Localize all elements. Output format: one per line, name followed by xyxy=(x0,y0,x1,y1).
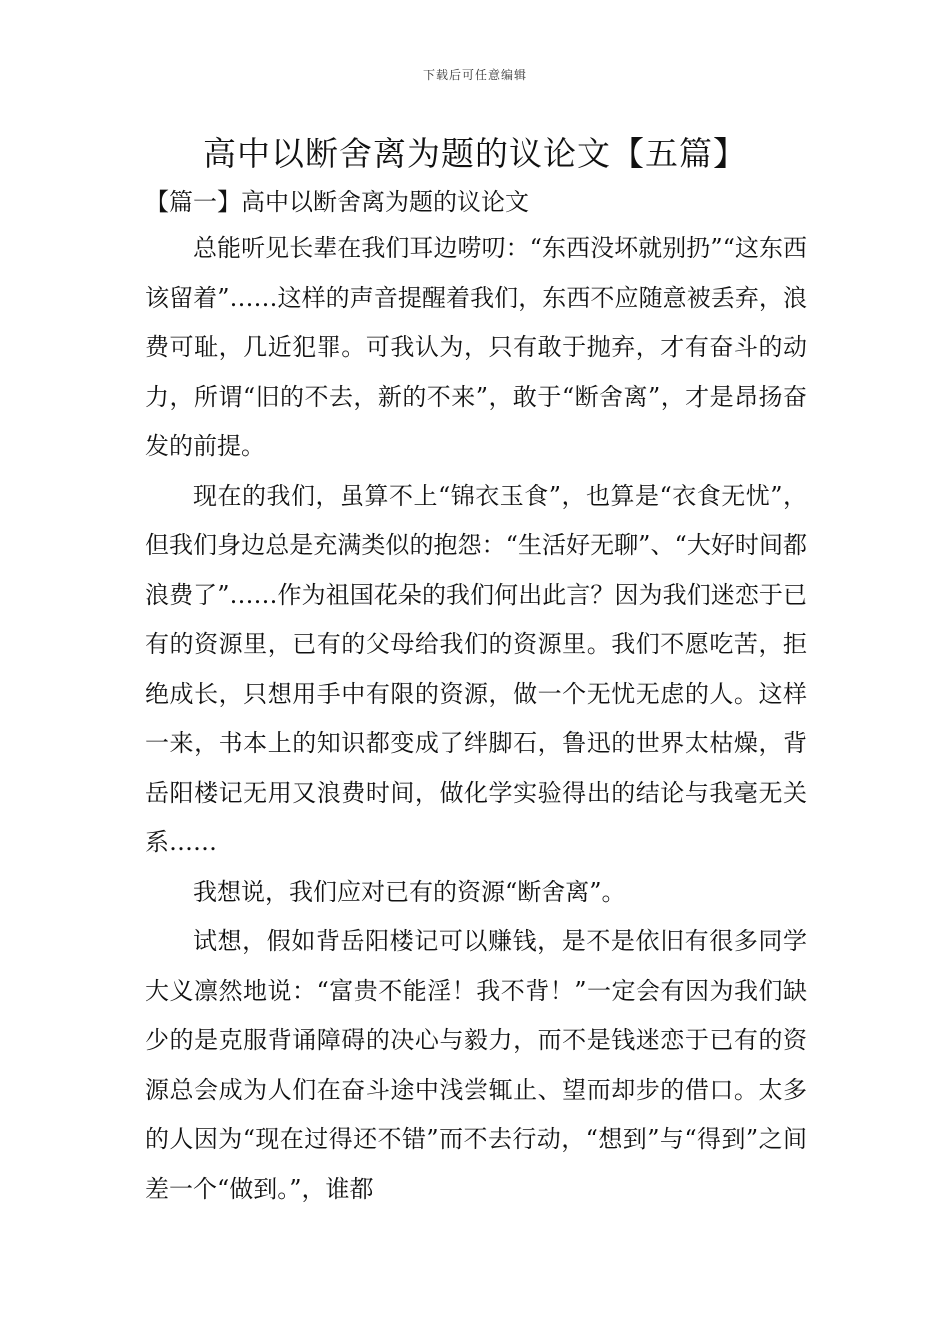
document-title: 高中以断舍离为题的议论文【五篇】 xyxy=(203,134,747,173)
body-text xyxy=(145,224,807,1214)
paragraph: 试想，假如背岳阳楼记可以赚钱，是不是依旧有很多同学大义凛然地说：“富贵不能淫！我不背！”一定会有因为我们缺少的是克服背诵障碍的决心与毅力，而不是钱迷恋于已有的资源总会成为人们在奋斗途中浅尝辄止、望而却步的借口。太多的人因为“现在过得还不错”而不去行动，“想到”与“得到”之间差一个“做到。”，谁都 xyxy=(145,927,807,1203)
section-heading: 【篇一】高中以断舍离为题的议论文 xyxy=(145,188,529,216)
header-note: 下载后可任意编辑 xyxy=(422,68,527,82)
paragraph: 现在的我们，虽算不上“锦衣玉食”，也算是“衣食无忧”，但我们身边总是充满类似的抱怨：“生活好无聊”、“大好时间都浪费了”……作为祖国花朵的我们何出此言？因为我们迷恋于已有的资源里，已有的父母给我们的资源里。我们不愿吃苦，拒绝成长，只想用手中有限的资源，做一个无忧无虑的人。这样一来，书本上的知识都变成了绊脚石，鲁迅的世界太枯燥，背岳阳楼记无用又浪费时间，做化学实验得出的结论与我毫无关系…… xyxy=(145,481,807,856)
paragraph: 我想说，我们应对已有的资源“断舍离”。 xyxy=(193,877,626,906)
paragraph: 总能听见长辈在我们耳边唠叨：“东西没坏就别扔”“这东西该留着”……这样的声音提醒着我们，东西不应随意被丢弃，浪费可耻，几近犯罪。可我认为，只有敢于抛弃，才有奋斗的动力，所谓“旧的不去，新的不来”，敢于“断舍离”，才是昂扬奋发的前提。 xyxy=(145,234,807,460)
